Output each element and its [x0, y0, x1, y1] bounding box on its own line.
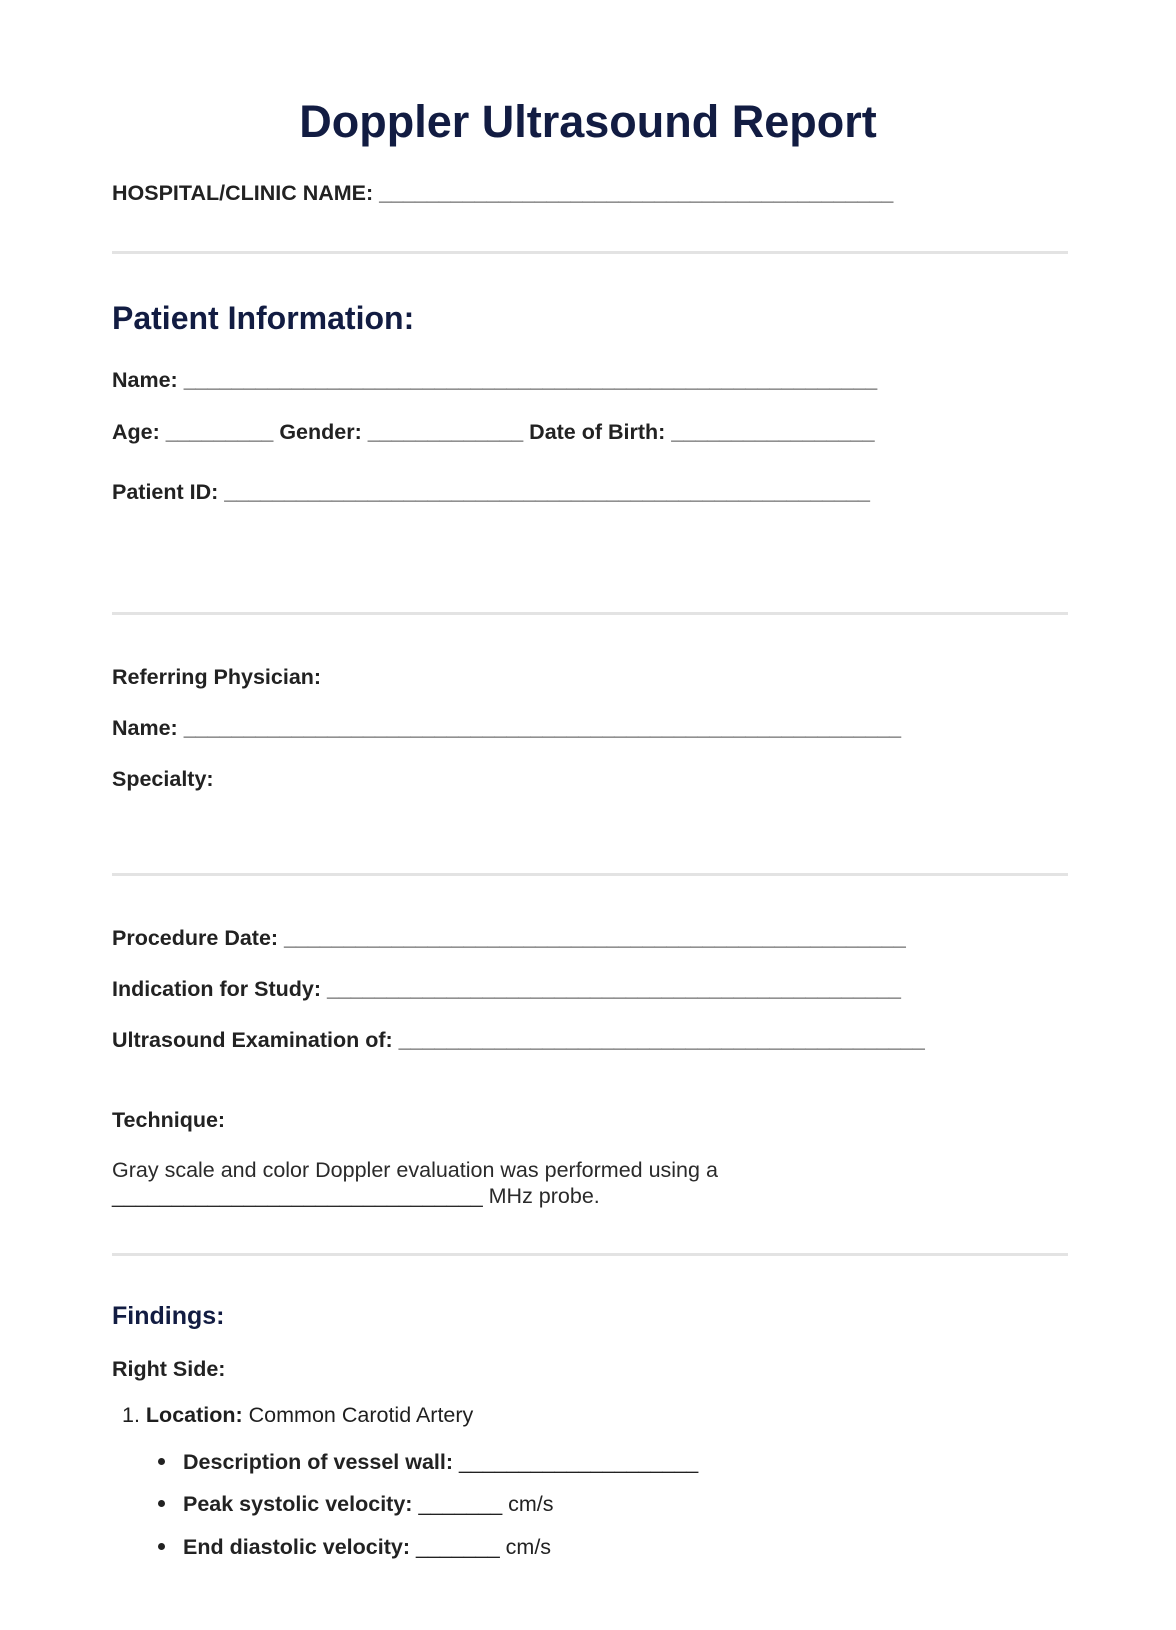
list-item	[158, 1450, 698, 1475]
bullet-icon	[158, 1500, 165, 1507]
hospital-name-field: HOSPITAL/CLINIC NAME: ___________________________________________	[112, 181, 894, 205]
patient-id-field: Patient ID: ______________________________________________________	[112, 480, 870, 504]
procedure-date-field: Procedure Date: ____________________________________________________	[112, 926, 906, 950]
patient-name-field: Name: __________________________________________________________	[112, 368, 878, 392]
technique-text-line-2: _______________________________ MHz probe.	[112, 1184, 600, 1208]
bullet-value: _______ cm/s	[418, 1492, 554, 1516]
divider	[112, 612, 1068, 615]
bullet-value: _______ cm/s	[415, 1535, 552, 1559]
right-side-heading: Right Side:	[112, 1357, 226, 1381]
divider	[112, 251, 1068, 254]
finding-item-number: 1.	[122, 1403, 140, 1427]
page-title: Doppler Ultrasound Report	[299, 96, 877, 147]
bullet-label: Description of vessel wall:	[183, 1450, 454, 1474]
finding-item-1	[122, 1403, 473, 1428]
bullet-label: Peak systolic velocity:	[183, 1492, 413, 1516]
list-item	[158, 1535, 551, 1560]
bullet-value: ____________________	[459, 1450, 699, 1474]
referring-physician-heading: Referring Physician:	[112, 665, 322, 689]
location-label: Location:	[145, 1403, 243, 1427]
divider	[112, 873, 1068, 876]
bullet-icon	[158, 1543, 165, 1550]
location-value: Common Carotid Artery	[248, 1403, 474, 1427]
list-item	[158, 1492, 554, 1517]
divider	[112, 1253, 1068, 1256]
physician-name-field: Name: ____________________________________________________________	[112, 716, 902, 740]
indication-field: Indication for Study: ________________________________________________	[112, 977, 901, 1001]
bullet-icon	[158, 1458, 165, 1465]
physician-specialty-field: Specialty:	[112, 767, 214, 791]
findings-heading: Findings:	[112, 1302, 225, 1330]
technique-heading: Technique:	[112, 1108, 226, 1132]
examination-field: Ultrasound Examination of: ____________________________________________	[112, 1028, 925, 1052]
patient-age-gender-dob-field: Age: _________ Gender: _____________ Date of Birth: _________________	[112, 420, 875, 444]
bullet-label: End diastolic velocity:	[183, 1535, 410, 1559]
technique-text-line-1: Gray scale and color Doppler evaluation was performed using a	[112, 1158, 718, 1182]
patient-info-heading: Patient Information:	[112, 300, 415, 336]
